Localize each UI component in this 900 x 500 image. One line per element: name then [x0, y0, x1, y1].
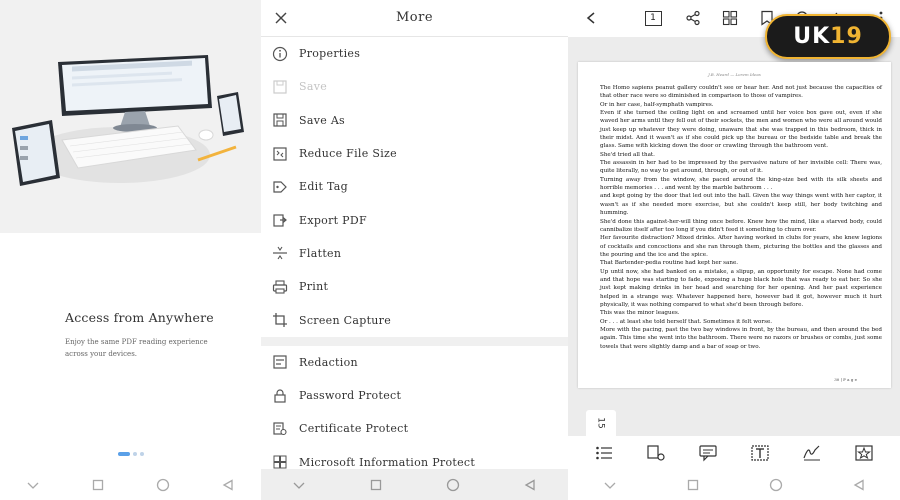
more-title: More — [395, 10, 434, 25]
annotation-toolbar — [568, 436, 900, 469]
menu-item-label: Edit Tag — [299, 180, 348, 194]
crop-icon — [270, 310, 290, 330]
devices-illustration — [0, 0, 261, 233]
devices-illustration-art — [0, 0, 261, 233]
signature-icon[interactable] — [801, 443, 823, 463]
certificate-icon — [270, 419, 290, 439]
menu-item-label: Flatten — [299, 246, 342, 260]
menu-item-edit-tag[interactable] — [261, 170, 568, 203]
menu-item-label: Screen Capture — [299, 313, 392, 327]
doc-paragraph: This was the minor leagues. — [600, 310, 680, 317]
doc-paragraph: Up until now, she had banked on a mistake, a slipup, an opportunity for escape. None had come and that hope was starting to fade, exposing a huge black hole that was ready to eat her. So she just kept making drinks in her head and searching for her opening. And her past experience helped in a strange way. Whatever happened here, however bad it got, however much it hurt physically, it was nothing compared to what she'd been through before. — [600, 268, 882, 308]
onboarding-screen — [0, 0, 261, 500]
nav-recents-icon[interactable] — [90, 478, 106, 492]
menu-item-label: Redaction — [299, 355, 358, 369]
logo-text-19: 19 — [830, 24, 863, 49]
doc-paragraph: and kept going by the door that led out into the hall. Given the way things went with her captor, it wasn't as if she needed more exercise, but she couldn't keep still, her body twitching and humming. — [600, 193, 882, 217]
compress-icon — [270, 144, 290, 164]
back-icon[interactable] — [582, 9, 600, 27]
menu-item-label: Save — [299, 80, 328, 94]
menu-separator — [261, 337, 568, 346]
logo-text-uk: UK — [793, 24, 831, 49]
doc-running-header: J.B. Heard — Lorem Ideas — [708, 72, 761, 77]
onboarding-headline: Access from Anywhere — [65, 310, 214, 325]
reader-screen — [568, 0, 900, 500]
nav-back-icon[interactable] — [220, 478, 236, 492]
menu-item-certificate-protect[interactable] — [261, 412, 568, 445]
menu-item-label: Export PDF — [299, 213, 367, 227]
menu-item-export-pdf[interactable] — [261, 203, 568, 236]
doc-paragraph: Even if she turned the ceiling light on and screamed until her voice box gave out, even if she waved her arms until they fell out of their sockets, the men and women who were all around would just keep up whatever they were doing, unaware that she was trapped in this bedroom, thick in their midst. And it wasn't as if she could pick up the bureau or the bedside table and break the glass. Same with kicking down the door or crawling through the bathroom vent. — [600, 110, 882, 150]
doc-paragraph: Or in her case, half-symphath vampires. — [600, 101, 714, 108]
nav-down-icon[interactable] — [25, 478, 41, 492]
page-indicator — [118, 452, 144, 456]
doc-paragraph: More with the pacing, past the two bay windows in front, by the bureau, and then around the bed again. This time she went into the bathroom. There were no razors or brushes or combs, just some towels that were slightly damp and a bar of soap or two. — [600, 326, 882, 350]
nav-down-icon[interactable] — [602, 478, 618, 492]
nav-back-icon[interactable] — [522, 478, 538, 492]
watermark-logo — [765, 14, 891, 59]
page-dot-active[interactable] — [118, 452, 130, 456]
page-tab-label: 15 — [595, 417, 606, 429]
document-page — [578, 62, 891, 388]
doc-paragraph: Turning away from the window, she paced around the king-size bed with its silk sheets and horrible memories . . . and went by the marble bathroom . . . — [600, 176, 882, 192]
nav-home-icon[interactable] — [445, 478, 461, 492]
more-header — [261, 0, 568, 37]
menu-item-screen-capture[interactable] — [261, 303, 568, 336]
page-tab[interactable] — [586, 410, 616, 436]
menu-item-label: Certificate Protect — [299, 422, 409, 436]
menu-item-flatten[interactable] — [261, 237, 568, 270]
tag-icon — [270, 177, 290, 197]
nav-home-icon[interactable] — [155, 478, 171, 492]
onboarding-subtext: Enjoy the same PDF reading experience across your devices. — [65, 338, 208, 358]
menu-item-save-as[interactable] — [261, 104, 568, 137]
menu-item-label: Print — [299, 280, 329, 294]
nav-recents-icon[interactable] — [685, 478, 701, 492]
menu-item-print[interactable] — [261, 270, 568, 303]
menu-item-save[interactable] — [261, 70, 568, 103]
doc-paragraph: The Homo sapiens peanut gallery couldn't see or hear her. And not just because the capacities of that other race were so diminished in comparison to those of vampires. — [600, 85, 882, 100]
system-nav-bar — [0, 469, 261, 500]
menu-item-label: Microsoft Information Protect — [299, 455, 476, 469]
more-menu-screen — [261, 0, 568, 500]
list-icon[interactable] — [593, 443, 615, 463]
page-number-box: 1 — [645, 11, 662, 26]
menu-item-label: Password Protect — [299, 389, 402, 403]
doc-paragraph: The assassin in her had to be impressed by the pervasive nature of her invisible cell: There was, quite literally, no way to get around, through, or out of it. — [600, 160, 882, 175]
doc-paragraph: That Bartender-pedia routine had kept her sane. — [600, 260, 739, 267]
menu-item-password-protect[interactable] — [261, 379, 568, 412]
thumbnails-icon[interactable] — [721, 9, 739, 27]
draw-shape-icon[interactable] — [645, 443, 667, 463]
doc-paragraph: She'd done this against-her-will thing once before. Knew how the mind, like a starved body, could cannibalize itself after too long if you didn't feed it something to churn over. — [600, 218, 882, 233]
nav-down-icon[interactable] — [291, 478, 307, 492]
menu-item-redaction[interactable] — [261, 346, 568, 379]
redaction-icon — [270, 352, 290, 372]
flatten-icon — [270, 243, 290, 263]
save-icon — [270, 77, 290, 97]
nav-back-icon[interactable] — [851, 478, 867, 492]
nav-home-icon[interactable] — [768, 478, 784, 492]
lock-icon — [270, 386, 290, 406]
page-view-button[interactable] — [644, 9, 662, 27]
comment-icon[interactable] — [697, 443, 719, 463]
doc-paragraph: She'd tried all that. — [600, 151, 655, 158]
printer-icon — [270, 277, 290, 297]
doc-body-text — [600, 84, 882, 351]
save-as-icon — [270, 110, 290, 130]
text-box-icon[interactable] — [749, 443, 771, 463]
menu-item-properties[interactable] — [261, 37, 568, 70]
menu-item-reduce-file-size[interactable] — [261, 137, 568, 170]
menu-item-label: Properties — [299, 47, 361, 61]
more-menu-list — [261, 37, 568, 479]
doc-paragraph: Or . . . at least she told herself that. Sometimes it felt worse. — [600, 318, 773, 325]
menu-item-label: Reduce File Size — [299, 147, 397, 161]
system-nav-bar — [568, 469, 900, 500]
doc-page-footer: 30 | P a g e — [834, 377, 857, 382]
export-icon — [270, 210, 290, 230]
info-icon — [270, 44, 290, 64]
page-dot[interactable] — [133, 452, 137, 456]
doc-paragraph: Her favourite distraction? Mixed drinks. After having worked in clubs for years, she knew legions of cocktails and concoctions and she ran through them, picturing the bottles and the glasses and the pouring and the ice and the spice. — [600, 235, 882, 258]
page-dot[interactable] — [140, 452, 144, 456]
stamp-icon[interactable] — [853, 443, 875, 463]
share-icon[interactable] — [684, 9, 702, 27]
system-nav-bar — [261, 469, 568, 500]
nav-recents-icon[interactable] — [368, 478, 384, 492]
menu-item-label: Save As — [299, 113, 346, 127]
